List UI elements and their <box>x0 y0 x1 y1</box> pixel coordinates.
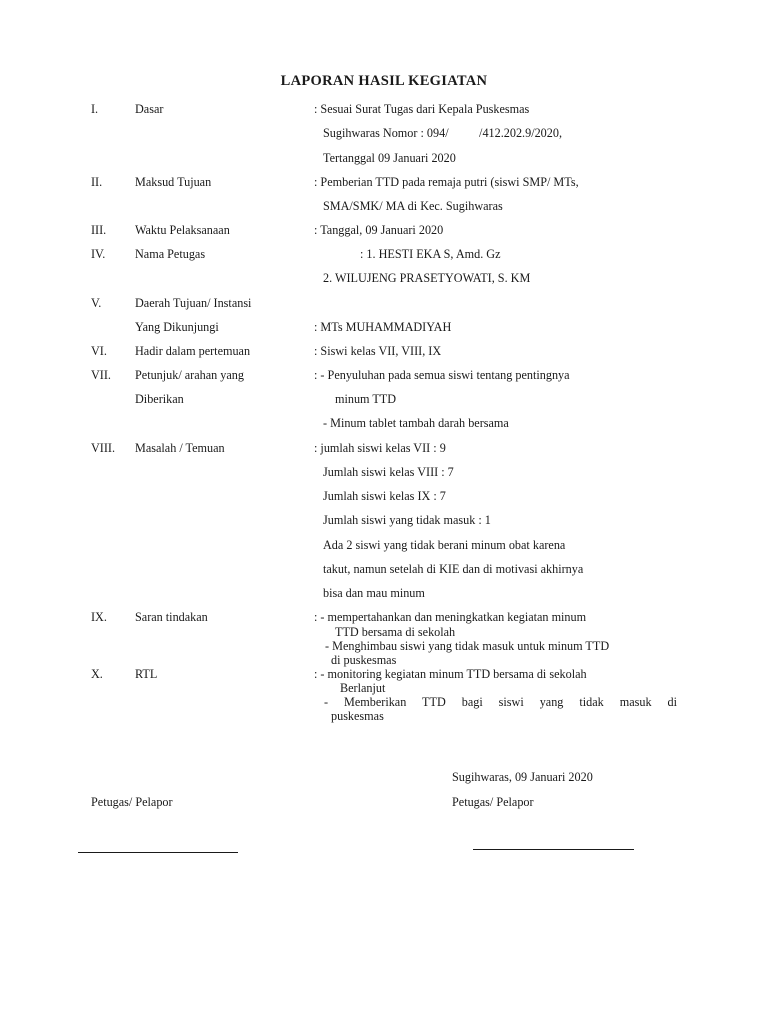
section-number: V. <box>91 296 102 310</box>
section-value: Berlanjut <box>340 681 386 695</box>
section-value: Jumlah siswi kelas IX : 7 <box>323 489 446 503</box>
section-value: TTD bersama di sekolah <box>335 625 456 639</box>
section-label: Nama Petugas <box>135 247 206 261</box>
section-value: Sugihwaras Nomor : 094/ /412.202.9/2020, <box>323 126 563 140</box>
section-label: Maksud Tujuan <box>135 175 212 189</box>
section-value: - Memberikan TTD bagi siswi yang tidak masuk di <box>324 695 677 709</box>
section-value: : - mempertahankan dan meningkatkan kegiatan minum <box>314 610 587 624</box>
section-value: Ada 2 siswi yang tidak berani minum obat karena <box>323 538 566 552</box>
section-value: Jumlah siswi kelas VIII : 7 <box>323 465 454 479</box>
section-number: IV. <box>91 247 106 261</box>
section-value: minum TTD <box>335 392 397 406</box>
section-number: IX. <box>91 610 107 624</box>
section-label: Dasar <box>135 102 164 116</box>
section-number: VIII. <box>91 441 116 455</box>
section-number: VI. <box>91 344 107 358</box>
section-value: : 1. HESTI EKA S, Amd. Gz <box>360 247 501 261</box>
section-label: RTL <box>135 667 158 681</box>
section-number: I. <box>91 102 99 116</box>
section-number: X. <box>91 667 103 681</box>
section-value: 2. WILUJENG PRASETYOWATI, S. KM <box>323 271 531 285</box>
right-signatory-role: Petugas/ Pelapor <box>452 795 534 809</box>
section-value: Jumlah siswi yang tidak masuk : 1 <box>323 513 491 527</box>
section-label: Diberikan <box>135 392 184 406</box>
section-number: II. <box>91 175 103 189</box>
document-title: LAPORAN HASIL KEGIATAN <box>280 73 488 89</box>
section-value: : MTs MUHAMMADIYAH <box>314 320 452 334</box>
section-value: puskesmas <box>331 709 384 723</box>
section-label: Hadir dalam pertemuan <box>135 344 251 358</box>
section-value: takut, namun setelah di KIE dan di motivasi akhirnya <box>323 562 584 576</box>
section-value: : - monitoring kegiatan minum TTD bersama di sekolah <box>314 667 587 681</box>
left-signatory-role: Petugas/ Pelapor <box>91 795 173 809</box>
section-value: Tertanggal 09 Januari 2020 <box>323 151 456 165</box>
section-value: di puskesmas <box>331 653 397 667</box>
section-label: Waktu Pelaksanaan <box>135 223 230 237</box>
section-label: Daerah Tujuan/ Instansi <box>135 296 252 310</box>
section-value: - Menghimbau siswi yang tidak masuk untuk minum TTD <box>325 639 610 653</box>
section-value: - Minum tablet tambah darah bersama <box>323 416 509 430</box>
section-value: : Sesuai Surat Tugas dari Kepala Puskesmas <box>314 102 530 116</box>
section-value: : jumlah siswi kelas VII : 9 <box>314 441 446 455</box>
section-label: Masalah / Temuan <box>135 441 225 455</box>
section-label: Saran tindakan <box>135 610 208 624</box>
place-date: Sugihwaras, 09 Januari 2020 <box>452 770 593 784</box>
section-value: : Tanggal, 09 Januari 2020 <box>314 223 444 237</box>
section-value: : Siswi kelas VII, VIII, IX <box>314 344 442 358</box>
section-number: VII. <box>91 368 111 382</box>
section-value: bisa dan mau minum <box>323 586 425 600</box>
section-value: : Pemberian TTD pada remaja putri (siswi SMP/ MTs, <box>314 175 579 189</box>
section-number: III. <box>91 223 107 237</box>
right-signature-line <box>473 849 634 850</box>
section-value: SMA/SMK/ MA di Kec. Sugihwaras <box>323 199 503 213</box>
section-label: Petunjuk/ arahan yang <box>135 368 244 382</box>
section-value: : - Penyuluhan pada semua siswi tentang pentingnya <box>314 368 570 382</box>
section-label: Yang Dikunjungi <box>135 320 219 334</box>
left-signature-line <box>78 852 238 853</box>
